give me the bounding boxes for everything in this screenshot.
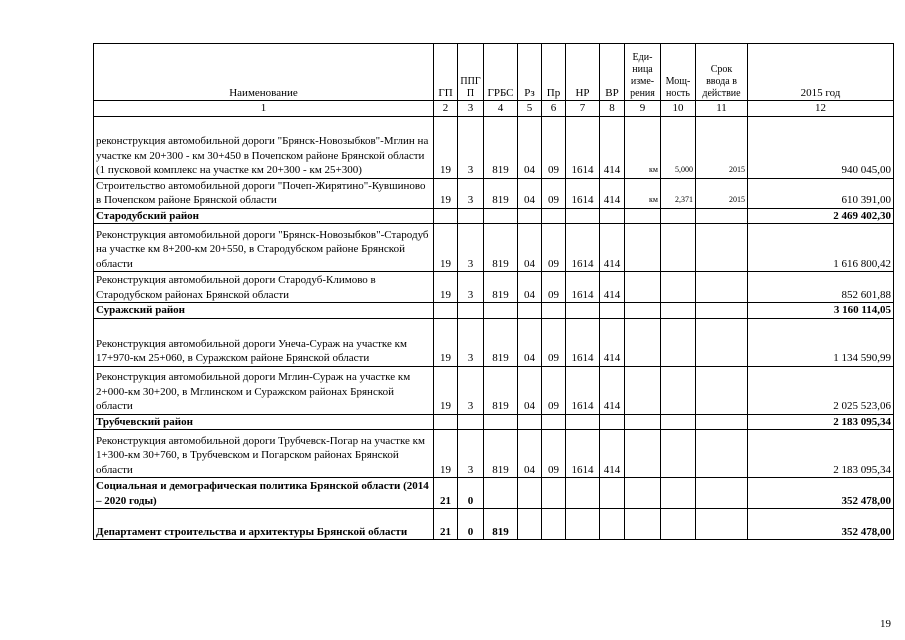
- cell-unit: [625, 208, 661, 224]
- cell-unit: [625, 414, 661, 430]
- cell-name: Стародубский район: [94, 208, 434, 224]
- header-year: 2015 год: [748, 44, 894, 101]
- table-row: [94, 430, 894, 478]
- cell-name: Строительство автомобильной дороги "Почеп-Жирятино"-Кувшиново в Почепском районе Брянской области: [94, 178, 434, 208]
- cell-np: [566, 509, 600, 540]
- cell-term: [696, 224, 748, 272]
- cell-unit: [625, 366, 661, 414]
- cell-np: 1614: [566, 116, 600, 178]
- header-row: [94, 44, 894, 101]
- column-number-row: [94, 101, 894, 117]
- cell-term: [696, 272, 748, 303]
- cell-gp: 21: [434, 478, 458, 509]
- cell-grbs: [484, 478, 518, 509]
- cell-gp: [434, 303, 458, 319]
- colnum: 10: [661, 101, 696, 117]
- header-vr: ВР: [600, 44, 625, 101]
- cell-vr: 414: [600, 430, 625, 478]
- cell-amount: 1 616 800,42: [748, 224, 894, 272]
- cell-ppgp: [458, 208, 484, 224]
- cell-ppgp: 3: [458, 318, 484, 366]
- table-row: [94, 116, 894, 178]
- cell-pr: [542, 478, 566, 509]
- cell-term: 2015: [696, 116, 748, 178]
- cell-vr: 414: [600, 366, 625, 414]
- cell-gp: 19: [434, 318, 458, 366]
- table-row: [94, 272, 894, 303]
- cell-np: 1614: [566, 366, 600, 414]
- cell-amount: 2 183 095,34: [748, 414, 894, 430]
- cell-term: [696, 509, 748, 540]
- cell-vr: 414: [600, 224, 625, 272]
- cell-rz: 04: [518, 178, 542, 208]
- cell-vr: [600, 509, 625, 540]
- cell-pr: [542, 208, 566, 224]
- cell-gp: 21: [434, 509, 458, 540]
- cell-grbs: [484, 414, 518, 430]
- header-grbs: ГРБС: [484, 44, 518, 101]
- cell-unit: км: [625, 178, 661, 208]
- cell-ppgp: 3: [458, 366, 484, 414]
- cell-ppgp: [458, 414, 484, 430]
- cell-term: [696, 414, 748, 430]
- cell-vr: [600, 478, 625, 509]
- cell-rz: [518, 208, 542, 224]
- cell-term: [696, 366, 748, 414]
- header-term: Срок ввода в действие: [696, 44, 748, 101]
- cell-pr: 09: [542, 430, 566, 478]
- header-power: Мощ-ность: [661, 44, 696, 101]
- cell-grbs: [484, 303, 518, 319]
- cell-vr: 414: [600, 272, 625, 303]
- cell-pr: 09: [542, 318, 566, 366]
- cell-power: 5,000: [661, 116, 696, 178]
- cell-ppgp: 0: [458, 478, 484, 509]
- cell-np: 1614: [566, 272, 600, 303]
- colnum: 5: [518, 101, 542, 117]
- cell-grbs: 819: [484, 430, 518, 478]
- cell-vr: [600, 303, 625, 319]
- cell-power: [661, 430, 696, 478]
- cell-term: [696, 478, 748, 509]
- cell-np: 1614: [566, 224, 600, 272]
- header-rz: Рз: [518, 44, 542, 101]
- cell-power: [661, 303, 696, 319]
- cell-pr: 09: [542, 116, 566, 178]
- colnum: 8: [600, 101, 625, 117]
- section-row: [94, 414, 894, 430]
- header-gp: ГП: [434, 44, 458, 101]
- cell-amount: 940 045,00: [748, 116, 894, 178]
- header-unit: Еди-ница изме-рения: [625, 44, 661, 101]
- colnum: 12: [748, 101, 894, 117]
- cell-rz: 04: [518, 224, 542, 272]
- cell-vr: 414: [600, 178, 625, 208]
- cell-amount: 3 160 114,05: [748, 303, 894, 319]
- cell-ppgp: 3: [458, 430, 484, 478]
- cell-term: [696, 318, 748, 366]
- header-np: НР: [566, 44, 600, 101]
- colnum: 1: [94, 101, 434, 117]
- section-row: [94, 478, 894, 509]
- colnum: 4: [484, 101, 518, 117]
- cell-power: [661, 272, 696, 303]
- table-row: [94, 318, 894, 366]
- cell-amount: 352 478,00: [748, 478, 894, 509]
- cell-ppgp: 3: [458, 178, 484, 208]
- cell-amount: 2 183 095,34: [748, 430, 894, 478]
- page-number: 19: [880, 618, 891, 630]
- cell-name: Трубчевский район: [94, 414, 434, 430]
- cell-name: Департамент строительства и архитектуры Брянской области: [94, 509, 434, 540]
- cell-amount: 852 601,88: [748, 272, 894, 303]
- cell-amount: 1 134 590,99: [748, 318, 894, 366]
- cell-power: [661, 318, 696, 366]
- cell-rz: 04: [518, 116, 542, 178]
- cell-name: Реконструкция автомобильной дороги Унеча-Сураж на участке км 17+970-км 25+060, в Суражском районе Брянской области: [94, 318, 434, 366]
- cell-gp: 19: [434, 272, 458, 303]
- cell-name: Реконструкция автомобильной дороги Стародуб-Климово в Стародубском районах Брянской области: [94, 272, 434, 303]
- cell-power: [661, 509, 696, 540]
- cell-gp: 19: [434, 366, 458, 414]
- cell-grbs: 819: [484, 272, 518, 303]
- cell-power: [661, 478, 696, 509]
- cell-term: [696, 303, 748, 319]
- cell-unit: [625, 318, 661, 366]
- cell-rz: [518, 509, 542, 540]
- cell-np: [566, 478, 600, 509]
- cell-rz: 04: [518, 366, 542, 414]
- cell-gp: 19: [434, 116, 458, 178]
- cell-unit: [625, 430, 661, 478]
- cell-gp: [434, 414, 458, 430]
- cell-term: 2015: [696, 178, 748, 208]
- cell-amount: 2 469 402,30: [748, 208, 894, 224]
- colnum: 2: [434, 101, 458, 117]
- cell-grbs: 819: [484, 178, 518, 208]
- cell-np: 1614: [566, 318, 600, 366]
- cell-grbs: 819: [484, 224, 518, 272]
- cell-grbs: 819: [484, 318, 518, 366]
- cell-vr: [600, 208, 625, 224]
- cell-rz: 04: [518, 318, 542, 366]
- cell-gp: [434, 208, 458, 224]
- cell-pr: [542, 414, 566, 430]
- cell-amount: 2 025 523,06: [748, 366, 894, 414]
- colnum: 9: [625, 101, 661, 117]
- cell-term: [696, 208, 748, 224]
- colnum: 6: [542, 101, 566, 117]
- cell-pr: [542, 303, 566, 319]
- cell-rz: 04: [518, 272, 542, 303]
- cell-pr: 09: [542, 178, 566, 208]
- cell-np: [566, 303, 600, 319]
- cell-ppgp: 0: [458, 509, 484, 540]
- cell-name: Социальная и демографическая политика Брянской области (2014 – 2020 годы): [94, 478, 434, 509]
- colnum: 3: [458, 101, 484, 117]
- header-ppgp: ППГ П: [458, 44, 484, 101]
- cell-np: 1614: [566, 430, 600, 478]
- cell-amount: 610 391,00: [748, 178, 894, 208]
- cell-name: Суражский район: [94, 303, 434, 319]
- cell-rz: [518, 303, 542, 319]
- cell-np: [566, 208, 600, 224]
- section-row: [94, 208, 894, 224]
- cell-power: [661, 366, 696, 414]
- cell-gp: 19: [434, 430, 458, 478]
- cell-grbs: 819: [484, 116, 518, 178]
- cell-ppgp: 3: [458, 116, 484, 178]
- colnum: 11: [696, 101, 748, 117]
- cell-vr: 414: [600, 318, 625, 366]
- cell-power: [661, 208, 696, 224]
- section-row: [94, 303, 894, 319]
- cell-power: [661, 224, 696, 272]
- budget-table: [93, 43, 894, 540]
- cell-ppgp: 3: [458, 272, 484, 303]
- colnum: 7: [566, 101, 600, 117]
- cell-pr: 09: [542, 272, 566, 303]
- cell-name: реконструкция автомобильной дороги "Брянск-Новозыбков"-Мглин на участке км 20+300 - км 30+450 в Почепском районе Брянской области (1 пусковой комплекс на участке км 20+300 - км 25+300): [94, 116, 434, 178]
- cell-name: Реконструкция автомобильной дороги "Брянск-Новозыбков"-Стародуб на участке км 8+200-км 20+550, в Стародубском районе Брянской области: [94, 224, 434, 272]
- cell-vr: 414: [600, 116, 625, 178]
- cell-name: Реконструкция автомобильной дороги Мглин-Сураж на участке км 2+000-км 30+200, в Мглинском и Суражском районах Брянской области: [94, 366, 434, 414]
- cell-gp: 19: [434, 178, 458, 208]
- cell-pr: 09: [542, 366, 566, 414]
- cell-grbs: 819: [484, 366, 518, 414]
- cell-gp: 19: [434, 224, 458, 272]
- cell-unit: км: [625, 116, 661, 178]
- cell-rz: 04: [518, 430, 542, 478]
- cell-name: Реконструкция автомобильной дороги Трубчевск-Погар на участке км 1+300-км 30+760, в Трубчевском и Погарском районах Брянской области: [94, 430, 434, 478]
- cell-term: [696, 430, 748, 478]
- header-name: Наименование: [94, 44, 434, 101]
- cell-ppgp: [458, 303, 484, 319]
- cell-np: 1614: [566, 178, 600, 208]
- cell-pr: 09: [542, 224, 566, 272]
- table-row: [94, 178, 894, 208]
- cell-grbs: [484, 208, 518, 224]
- cell-power: [661, 414, 696, 430]
- cell-unit: [625, 509, 661, 540]
- table-row: [94, 366, 894, 414]
- cell-ppgp: 3: [458, 224, 484, 272]
- cell-unit: [625, 303, 661, 319]
- cell-amount: 352 478,00: [748, 509, 894, 540]
- table-row: [94, 224, 894, 272]
- cell-pr: [542, 509, 566, 540]
- cell-grbs: 819: [484, 509, 518, 540]
- cell-vr: [600, 414, 625, 430]
- cell-rz: [518, 414, 542, 430]
- cell-unit: [625, 224, 661, 272]
- cell-unit: [625, 478, 661, 509]
- cell-rz: [518, 478, 542, 509]
- cell-power: 2,371: [661, 178, 696, 208]
- cell-np: [566, 414, 600, 430]
- cell-unit: [625, 272, 661, 303]
- section-row: [94, 509, 894, 540]
- header-pr: Пр: [542, 44, 566, 101]
